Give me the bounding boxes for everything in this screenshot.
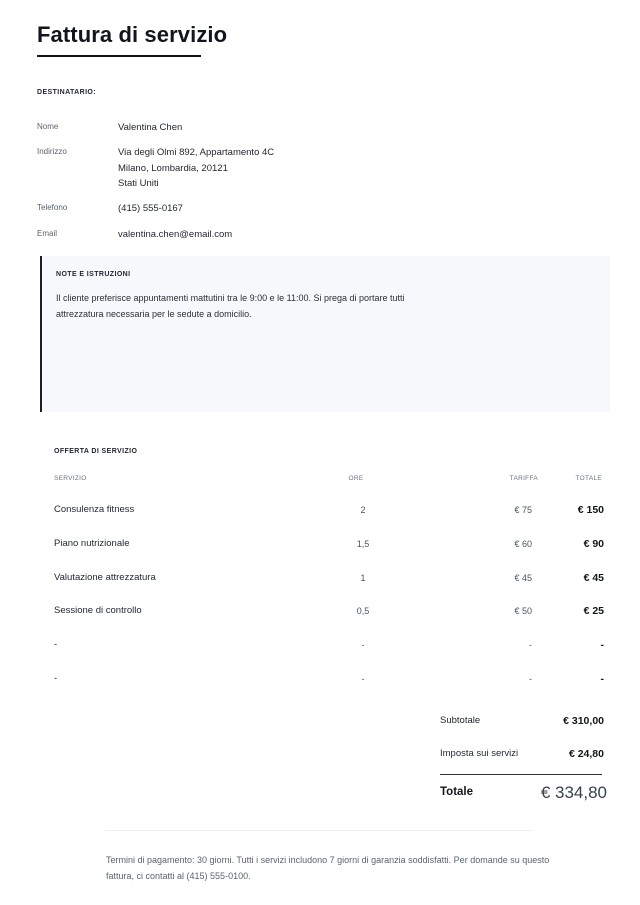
- email-label: Email: [37, 229, 58, 238]
- phone-value: (415) 555-0167: [118, 203, 183, 214]
- row-6-total: -: [600, 673, 604, 685]
- column-header-service: SERVIZIO: [54, 475, 87, 482]
- notes-title: NOTE E ISTRUZIONI: [56, 271, 131, 278]
- row-5-service: -: [54, 639, 58, 650]
- row-4-total: € 25: [583, 605, 604, 617]
- notes-box: [40, 256, 610, 412]
- notes-text: Il cliente preferisce appuntamenti mattutini tra le 9:00 e le 11:00. Si prega di portare tutti attrezzatura necessaria per le sedute a domicilio.: [56, 293, 405, 319]
- title-underline: [37, 55, 201, 57]
- name-value: Valentina Chen: [118, 122, 183, 133]
- row-3-hours: 1: [360, 573, 366, 583]
- row-4-rate: € 50: [514, 606, 532, 616]
- payment-terms: Termini di pagamento: 30 giorni. Tutti i servizi includono 7 giorni di garanzia soddisfatti. Per domande su questo fattura, ci contatti al (415) 555-0100.: [106, 855, 550, 881]
- row-4-hours: 0,5: [356, 606, 370, 616]
- column-header-rate: TARIFFA: [509, 475, 538, 482]
- row-1-service: Consulenza fitness: [54, 504, 135, 515]
- row-5-hours: -: [361, 640, 365, 650]
- total-divider: [440, 774, 602, 775]
- row-6-hours: -: [361, 674, 365, 684]
- row-5-total: -: [600, 639, 604, 651]
- footer-divider: [105, 830, 533, 831]
- row-1-hours: 2: [360, 505, 366, 515]
- invoice-title: Fattura di servizio: [37, 22, 228, 47]
- address-line-3: Stati Uniti: [118, 178, 159, 189]
- name-label: Nome: [37, 122, 59, 131]
- total-value: € 334,80: [540, 783, 607, 802]
- row-3-rate: € 45: [514, 573, 532, 583]
- row-2-hours: 1,5: [356, 539, 370, 549]
- phone-label: Telefono: [37, 203, 68, 212]
- row-1-total: € 150: [577, 504, 604, 516]
- row-6-service: -: [54, 673, 58, 684]
- subtotal-label: Subtotale: [440, 715, 481, 726]
- tax-value: € 24,80: [568, 748, 604, 760]
- offer-section-label: OFFERTA DI SERVIZIO: [54, 448, 138, 455]
- column-header-hours: ORE: [348, 475, 364, 482]
- tax-label: Imposta sui servizi: [440, 748, 519, 759]
- row-4-service: Sessione di controllo: [54, 605, 142, 616]
- email-value: valentina.chen@email.com: [118, 229, 233, 240]
- column-header-total: TOTALE: [575, 475, 602, 482]
- subtotal-value: € 310,00: [563, 715, 604, 727]
- row-2-rate: € 60: [514, 539, 532, 549]
- row-3-service: Valutazione attrezzatura: [54, 572, 156, 583]
- row-1-rate: € 75: [514, 505, 532, 515]
- total-label: Totale: [440, 786, 474, 798]
- row-3-total: € 45: [583, 572, 604, 584]
- recipient-section-label: DESTINATARIO:: [37, 89, 96, 96]
- row-6-rate: -: [529, 674, 532, 684]
- row-2-service: Piano nutrizionale: [54, 538, 130, 549]
- row-2-total: € 90: [583, 538, 604, 550]
- address-line-1: Via degli Olmi 892, Appartamento 4C: [118, 147, 275, 158]
- address-line-2: Milano, Lombardia, 20121: [118, 162, 228, 174]
- row-5-rate: -: [529, 640, 532, 650]
- address-label: Indirizzo: [37, 147, 67, 156]
